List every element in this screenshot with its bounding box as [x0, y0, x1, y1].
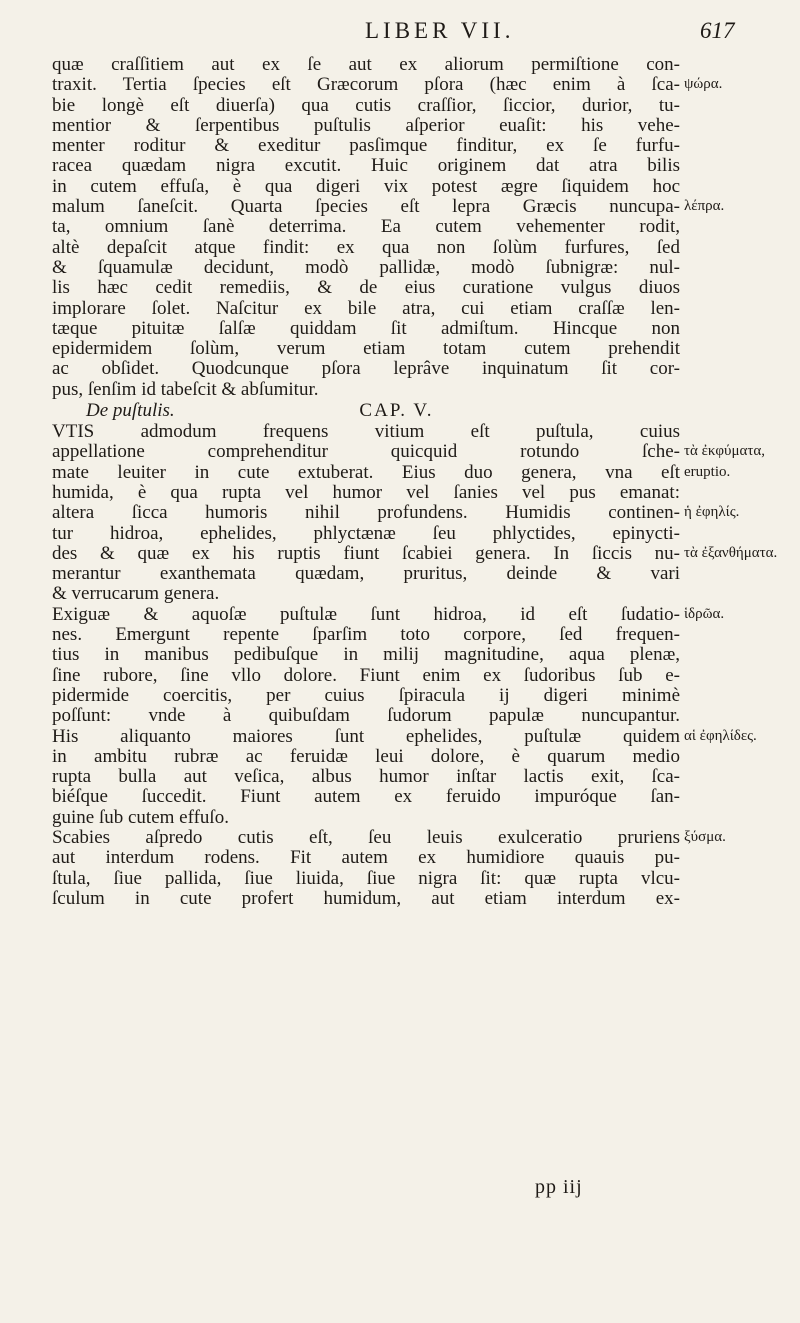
text-line: traxit. Tertia ſpecies eſt Græcorum pſora (hæc enim à ſca-	[52, 75, 680, 96]
margin-note: ἡ ἐφηλίς.	[684, 504, 740, 521]
text-line: ſine rubore, ſine vllo dolore. Fiunt enim ex ſudoribus ſub e-	[52, 665, 680, 686]
text-line: His aliquanto maiores ſunt ephelides, puſtulæ quidem	[52, 726, 680, 747]
text-line: epidermidem ſolùm, verum etiam totam cutem prehendit	[52, 339, 680, 360]
margin-note: ψώρα.	[684, 76, 723, 93]
text-line: malum ſaneſcit. Quarta ſpecies eſt lepra Græcis nuncupa-	[52, 197, 680, 218]
text-line: guine ſub cutem effuſo.	[52, 807, 229, 828]
running-head: LIBER VII.	[365, 18, 515, 43]
margin-notes	[684, 0, 800, 1323]
text-line: ac obſidet. Quodcunque pſora leprâve inquinatum ſit cor-	[52, 359, 680, 380]
text-line: mate leuiter in cute extuberat. Eius duo genera, vna eſt	[52, 462, 680, 483]
text-line: Exiguæ & aquoſæ puſtulæ ſunt hidroa, id eſt ſudatio-	[52, 604, 680, 625]
text-line: pus, ſenſim id tabeſcit & abſumitur.	[52, 379, 319, 400]
page-header	[0, 18, 800, 50]
body-text	[52, 55, 680, 909]
chapter-number: CAP. V.	[359, 400, 434, 422]
chapter-subject: De puſtulis.	[86, 400, 175, 422]
margin-note: λέπρα.	[684, 198, 725, 215]
text-line: appellatione comprehenditur quicquid rotundo ſche-	[52, 442, 680, 463]
text-line: poſſunt: vnde à quibuſdam ſudorum papulæ nuncupantur.	[52, 706, 680, 727]
margin-note: τὰ ἐξανθήματα.	[684, 544, 778, 561]
text-line: in ambitu rubræ ac feruidæ leui dolore, è quarum medio	[52, 746, 680, 767]
paragraph-psora-lepra	[52, 55, 680, 400]
margin-note: ξύσμα.	[684, 829, 726, 846]
text-line: bie longè eſt diuerſa) qua cutis craſſior, ſiccior, durior, tu-	[52, 95, 680, 116]
text-line: quæ craſſitiem aut ex ſe aut ex aliorum permiſtione con-	[52, 55, 680, 75]
text-line: Scabies aſpredo cutis eſt, ſeu leuis exulceratio pruriens	[52, 827, 680, 848]
chapter-heading	[52, 400, 680, 422]
margin-note: ἱδρῶα.	[684, 605, 725, 622]
text-line: ta, omnium ſanè deterrima. Ea cutem vehementer rodit,	[52, 217, 680, 238]
text-line: merantur exanthemata quædam, pruritus, deinde & vari	[52, 564, 680, 585]
signature-mark: pp iij	[535, 1176, 583, 1198]
text-line: aut interdum rodens. Fit autem ex humidiore quauis pu-	[52, 848, 680, 869]
text-line: altera ſicca humoris nihil profundens. Humidis continen-	[52, 503, 680, 524]
text-line: racea quædam nigra excutit. Huic originem dat atra bilis	[52, 156, 680, 177]
text-line: & ſquamulæ decidunt, modò pallidæ, modò ſubnigræ: nul-	[52, 257, 680, 278]
text-line: ſculum in cute profert humidum, aut etiam interdum ex-	[52, 888, 680, 909]
margin-note: τὰ ἐκφύματα,	[684, 443, 765, 460]
text-line: lis hæc cedit remediis, & de eius curatione vulgus diuos	[52, 278, 680, 299]
text-line: humida, è qua rupta vel humor vel ſanies vel pus emanat:	[52, 482, 680, 503]
text-line: & verrucarum genera.	[52, 584, 220, 605]
text-line: des & quæ ex his ruptis fiunt ſcabiei genera. In ſiccis nu-	[52, 543, 680, 564]
text-line: altè depaſcit atque findit: ex qua non ſolùm furfures, ſed	[52, 237, 680, 258]
text-line: tur hidroa, ephelides, phlyctænæ ſeu phlyctides, epinycti-	[52, 523, 680, 544]
text-line: in cutem effuſa, è qua digeri vix potest ægre ſiquidem hoc	[52, 176, 680, 197]
text-line: biéſque ſuccedit. Fiunt autem ex feruido impuróque ſan-	[52, 787, 680, 808]
text-line: nes. Emergunt repente ſparſim toto corpore, ſed frequen-	[52, 625, 680, 646]
text-line: tæque pituitæ ſalſæ quiddam ſit admiſtum. Hincque non	[52, 318, 680, 339]
paragraph-pustulae	[52, 422, 680, 909]
text-line: ſtula, ſiue pallida, ſiue liuida, ſiue nigra ſit: quæ rupta vlcu-	[52, 868, 680, 889]
text-line: pidermide coercitis, per cuius ſpiracula ij digeri minimè	[52, 685, 680, 706]
text-line: tius in manibus pedibuſque in milij magnitudine, aqua plenæ,	[52, 645, 680, 666]
margin-note: eruptio.	[684, 463, 731, 480]
margin-note: αἱ ἐφηλίδες.	[684, 727, 757, 744]
page-number: 617	[700, 18, 735, 43]
text-line: VTIS admodum frequens vitium eſt puſtula, cuius	[52, 422, 680, 443]
text-line: menter roditur & exeditur pasſimque finditur, ex ſe furfu-	[52, 136, 680, 157]
text-line: rupta bulla aut veſica, albus humor inſtar lactis exit, ſca-	[52, 767, 680, 788]
text-line: mentior & ſerpentibus puſtulis aſperior euaſit: his vehe-	[52, 115, 680, 136]
text-line: implorare ſolet. Naſcitur ex bile atra, cui etiam craſſæ len-	[52, 298, 680, 319]
